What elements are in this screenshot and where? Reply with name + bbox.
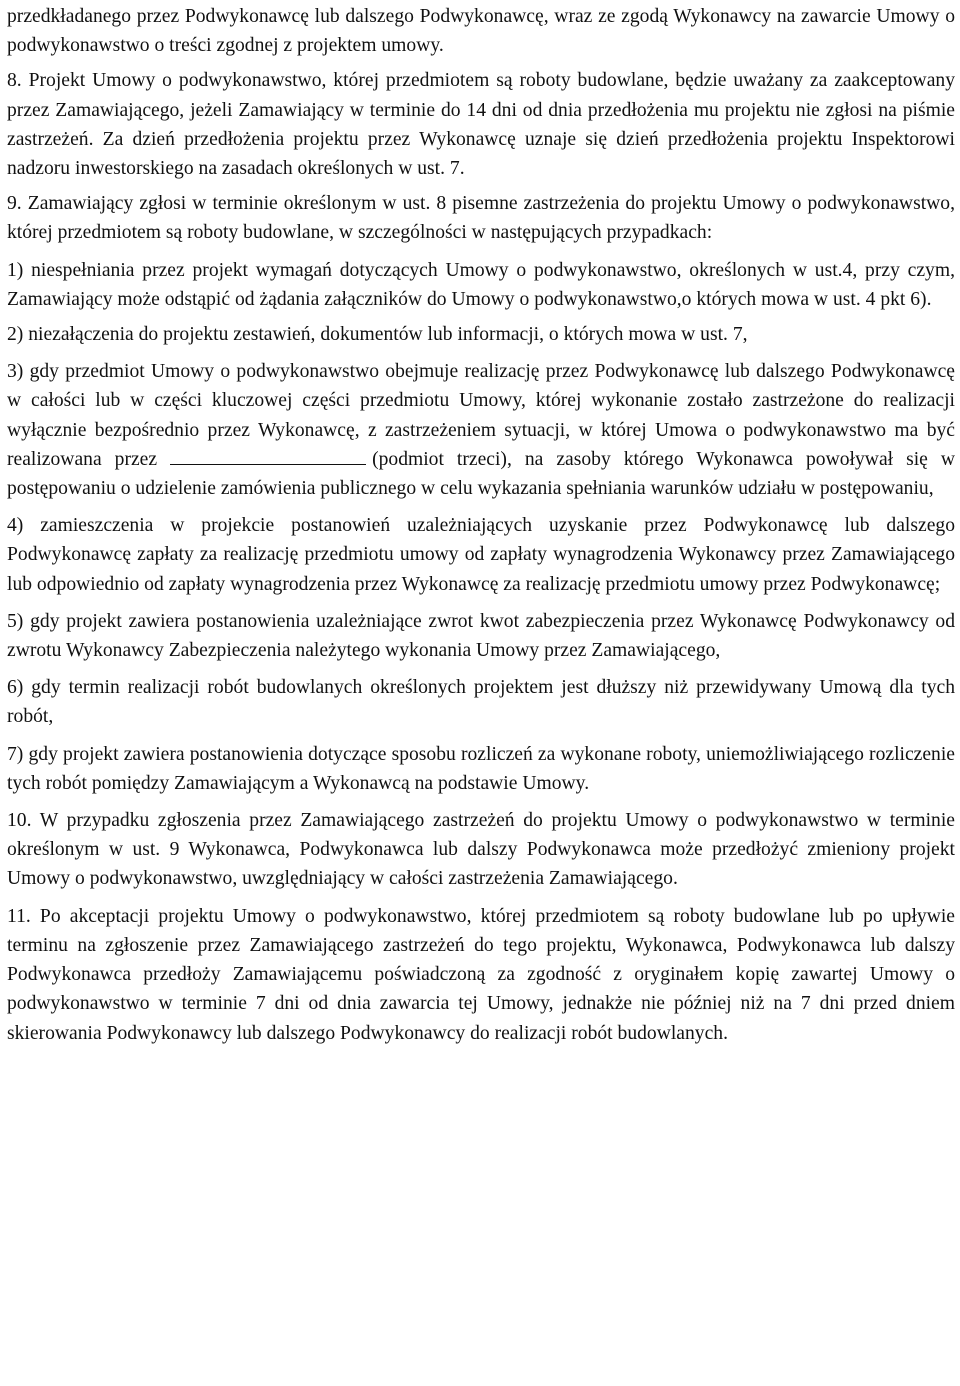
blank-fill-line	[170, 448, 366, 465]
list-item-2: 2) niezałączenia do projektu zestawień, dokumentów lub informacji, o których mowa w ust. 7,	[7, 324, 748, 346]
paragraph-10: 10. W przypadku zgłoszenia przez Zamawiającego zastrzeżeń do projektu Umowy o podwykonawstwo w terminie określonym w ust. 9 Wykonawca, Podwykonawca lub dalszy Podwykonawca może przedłożyć zmieniony projekt Umowy o podwykonawstwo, uwzględniający w całości zastrzeżenia Zamawiającego.	[7, 810, 955, 890]
list-item-6: 6) gdy termin realizacji robót budowlanych określonych projektem jest dłuższy niż przewidywany Umową dla tych robót,	[7, 677, 955, 728]
list-item-3-text-b: (podmiot trzeci), na zasoby którego Wykonawca powoływał się w postępowaniu o udzielenie zamówienia publicznego w celu wykazania spełniania warunków udziału w postępowaniu,	[7, 448, 956, 500]
paragraph-9: 9. Zamawiający zgłosi w terminie określonym w ust. 8 pisemne zastrzeżenia do projektu Umowy o podwykonawstwo, której przedmiotem są roboty budowlane, w szczególności w następujących przypadkach:	[7, 193, 955, 244]
list-item-5: 5) gdy projekt zawiera postanowienia uzależniające zwrot kwot zabezpieczenia przez Wykonawcę Podwykonawcy od zwrotu Wykonawcy Zabezpieczenia należytego wykonania Umowy przez Zamawiającego,	[7, 610, 955, 662]
document-page	[0, 2, 960, 1386]
paragraph-8: 8. Projekt Umowy o podwykonawstwo, której przedmiotem są roboty budowlane, będzie uważany za zaakceptowany przez Zamawiającego, jeżeli Zamawiający w terminie do 14 dni od dnia przedłożenia mu projektu nie zgłosi na piśmie zastrzeżeń. Za dzień przedłożenia projektu przez Wykonawcę uznaje się dzień przedłożenia projektu Inspektorowi nadzoru inwestorskiego na zasadach określonych w ust. 7.	[7, 70, 955, 180]
list-item-7: 7) gdy projekt zawiera postanowienia dotyczące sposobu rozliczeń za wykonane roboty, uniemożliwiającego rozliczenie tych robót pomiędzy Zamawiającym a Wykonawcą na podstawie Umowy.	[7, 743, 955, 794]
list-item-4: 4) zamieszczenia w projekcie postanowień uzależniających uzyskanie przez Podwykonawcę lub dalszego Podwykonawcę zapłaty za realizację przedmiotu umowy od zapłaty wynagrodzenia Wykonawcy przez Zamawiającego lub odpowiednio od zapłaty wynagrodzenia przez Wykonawcę za realizację przedmiotu umowy przez Podwykonawcę;	[7, 515, 955, 595]
list-item-1: 1) niespełniania przez projekt wymagań dotyczących Umowy o podwykonawstwo, określonych w ust.4, przy czym, Zamawiający może odstąpić od żądania załączników do Umowy o podwykonawstwo,o których mowa w ust. 4 pkt 6).	[7, 259, 955, 310]
list-item-3	[7, 357, 955, 503]
list-item-3-text-a: 3) gdy przedmiot Umowy o podwykonawstwo obejmuje realizację przez Podwykonawcę lub dalszego Podwykonawcę w całości lub w części kluczowej części przedmiotu Umowy, której wykonanie zostało zastrzeżone do realizacji wyłącznie bezpośrednio przez Wykonawcę, z zastrzeżeniem sytuacji, w której Umowa o podwykonawstwo ma być realizowana przez	[7, 361, 955, 470]
paragraph-continuation: przedkładanego przez Podwykonawcę lub dalszego Podwykonawcę, wraz ze zgodą Wykonawcy na zawarcie Umowy o podwykonawstwo o treści zgodnej z projektem umowy.	[7, 6, 955, 57]
paragraph-11: 11. Po akceptacji projektu Umowy o podwykonawstwo, której przedmiotem są roboty budowlane lub po upływie terminu na zgłoszenie przez Zamawiającego zastrzeżeń do tego projektu, Wykonawca, Podwykonawca lub dalszy Podwykonawca przedłoży Zamawiającemu poświadczoną za zgodność z oryginałem kopię zawartej Umowy o podwykonawstwo w terminie 7 dni od dnia zawarcia tej Umowy, jednakże nie później niż na 7 dni przed dniem skierowania Podwykonawcy lub dalszego Podwykonawcy do realizacji robót budowlanych.	[7, 905, 955, 1044]
